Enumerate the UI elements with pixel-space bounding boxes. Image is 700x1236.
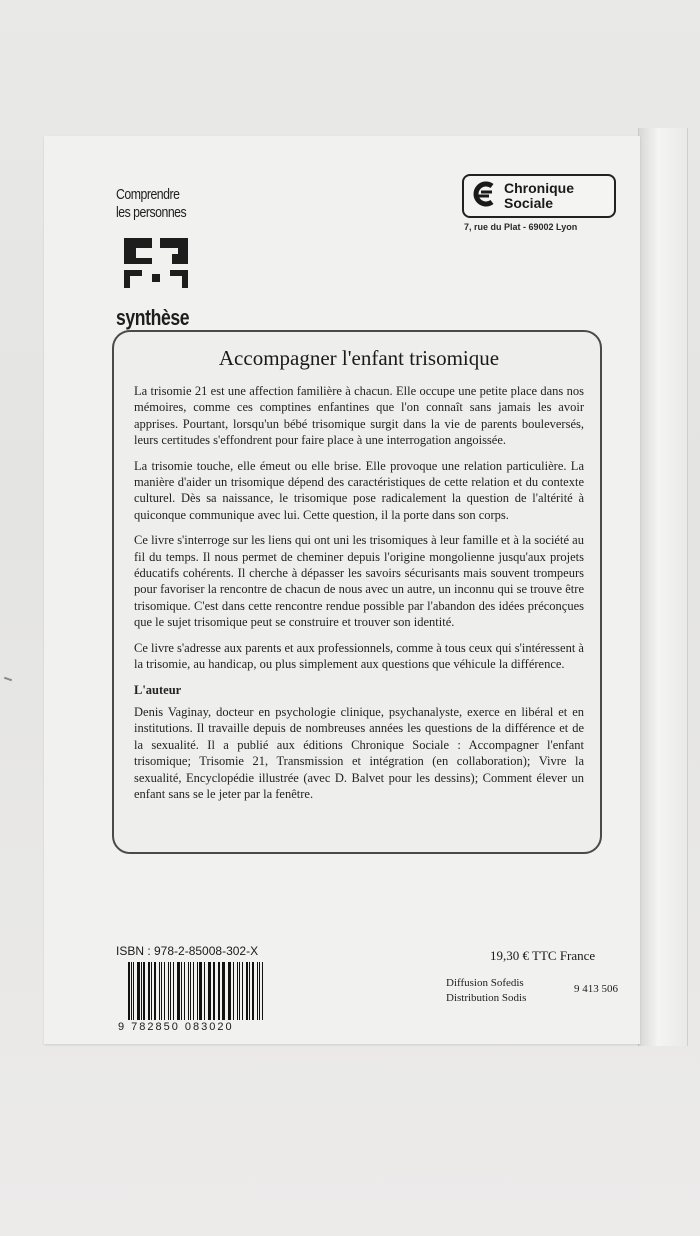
collection-line-1: Comprendre — [116, 186, 180, 203]
barcode-bar — [154, 962, 156, 1020]
distribution-line: Distribution Sodis — [446, 992, 527, 1004]
price-label: 19,30 € TTC France — [490, 948, 596, 963]
barcode-bar — [246, 962, 248, 1020]
barcode-bar — [141, 962, 142, 1020]
barcode-bar — [133, 962, 134, 1020]
barcode-bar — [222, 962, 224, 1020]
barcode — [128, 962, 266, 1020]
barcode-bar — [249, 962, 250, 1020]
barcode-bar — [209, 962, 211, 1020]
barcode-bar — [168, 962, 169, 1020]
barcode-bar — [159, 962, 160, 1020]
collection-logo-icon — [122, 236, 206, 297]
barcode-bar — [219, 962, 220, 1020]
barcode-bar — [131, 962, 132, 1020]
collection-block — [116, 186, 206, 331]
publisher-address: 7, rue du Plat - 69002 Lyon — [464, 222, 578, 232]
book-page-edge — [638, 128, 688, 1046]
barcode-bar — [151, 962, 152, 1020]
barcode-bar — [208, 962, 209, 1020]
barcode-bar — [148, 962, 150, 1020]
cs-logo-icon — [472, 181, 498, 212]
author-heading: L'auteur — [134, 682, 182, 697]
barcode-bar — [242, 962, 243, 1020]
barcode-bar — [193, 962, 195, 1020]
barcode-bar — [262, 962, 264, 1020]
blurb-paragraph-1: La trisomie 21 est une affection familière à chacun. Elle occupe une petite place dans nos mémoires, comme ces comptines enfantines que l'on connaît sans jamais les avoir apprises. Pourtant, lorsqu'un bébé trisomique surgit dans la vie de parents bouleversés, leurs certitudes s'effondrent pour faire place à une interrogation angoissée. — [134, 384, 584, 448]
publisher-name — [504, 181, 574, 211]
barcode-bar — [218, 962, 219, 1020]
barcode-bar — [237, 962, 238, 1020]
barcode-bar — [128, 962, 130, 1020]
barcode-bar — [177, 962, 179, 1020]
distribution-code: 9 413 506 — [574, 983, 618, 995]
barcode-bar — [197, 962, 198, 1020]
barcode-bar — [190, 962, 191, 1020]
isbn-label: ISBN : 978-2-85008-302-X — [116, 944, 259, 958]
barcode-bar — [173, 962, 175, 1020]
barcode-bar — [252, 962, 254, 1020]
publisher-name-line-2: Sociale — [504, 195, 554, 211]
barcode-bar — [161, 962, 162, 1020]
barcode-bar — [228, 962, 229, 1020]
publisher-name-line-1: Chronique — [504, 180, 574, 196]
blurb-panel — [112, 330, 602, 854]
barcode-bar — [213, 962, 215, 1020]
blurb-paragraph-3: Ce livre s'interroge sur les liens qui ont uni les trisomiques à leur famille et à la société au fil du temps. Il nous permet de cheminer depuis l'origine mongolienne jusqu'aux projets éducatifs cohérents. Il cherche à dépasser les savoirs sécurisants mais souvent trompeurs pour favoriser la rencontre de chacun de nous avec un autre, un inconnu qui se trouve être trisomique. C'est dans cette rencontre rendue possible par l'abandon des idées préconçues que le sujet trisomique peut se construire et trouver son identité. — [134, 533, 584, 630]
diffusion-line: Diffusion Sofedis — [446, 977, 524, 989]
barcode-bar — [233, 962, 234, 1020]
distribution-info — [446, 976, 526, 1006]
barcode-bar — [229, 962, 231, 1020]
barcode-bar — [257, 962, 258, 1020]
barcode-bar — [184, 962, 186, 1020]
barcode-bar — [199, 962, 201, 1020]
book-back-cover — [44, 136, 640, 1044]
background-mark — [4, 677, 12, 682]
barcode-bar — [239, 962, 241, 1020]
barcode-bar — [137, 962, 139, 1020]
blurb-paragraph-2: La trisomie touche, elle émeut ou elle brise. Elle provoque une relation particulière. La manière d'aider un trisomique dépend des caractéristiques de cette relation et du contexte culturel. Dès sa naissance, le trisomique pose radicalement la question de l'altérité à quiconque communique avec lui. Cette question, il la porte dans son corps. — [134, 458, 584, 522]
barcode-bar — [143, 962, 145, 1020]
blurb-paragraph-4: Ce livre s'adresse aux parents et aux professionnels, comme à tous ceux qui s'intéressent à la trisomie, au handicap, ou plus simplement aux questions que véhicule la différence. — [134, 640, 584, 672]
book-title: Accompagner l'enfant trisomique — [218, 346, 500, 370]
barcode-bar — [259, 962, 260, 1020]
barcode-bar — [204, 962, 205, 1020]
barcode-digits: 9 782850 083020 — [118, 1021, 234, 1033]
collection-series-name: synthèse — [116, 305, 190, 330]
collection-line-2: les personnes — [116, 204, 187, 221]
barcode-bar — [181, 962, 182, 1020]
barcode-bar — [164, 962, 166, 1020]
author-bio: Denis Vaginay, docteur en psychologie clinique, psychanalyste, exerce en libéral et en institutions. Il travaille depuis de nombreuses années les questions de la différence et de la sexualité. Il a publié aux éditions Chronique Sociale : Accompagner l'enfant trisomique; Trisomie 21, Transmission et intégration (en collaboration); Vivre la sexualité, Encyclopédie illustrée (avec D. Balvet pour les dessins); Comment élever un enfant sans se le jeter par la fenêtre. — [134, 704, 584, 801]
barcode-bar — [188, 962, 189, 1020]
publisher-logo — [462, 174, 616, 218]
barcode-bar — [170, 962, 171, 1020]
